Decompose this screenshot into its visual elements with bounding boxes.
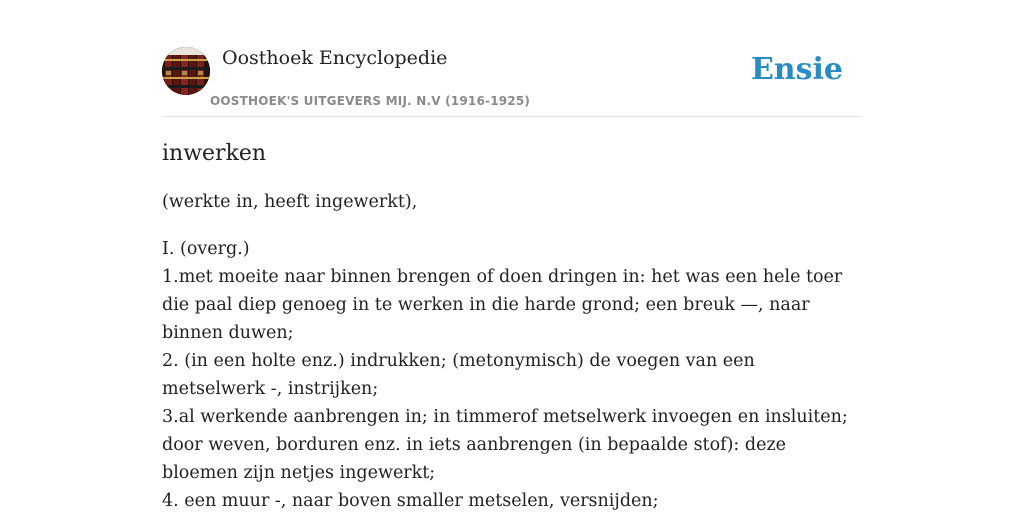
entry-forms: (werkte in, heeft ingewerkt), — [162, 192, 418, 212]
encyclopedia-avatar[interactable] — [162, 47, 210, 95]
site-name[interactable]: Oosthoek Encyclopedie — [222, 47, 448, 69]
entry-content — [162, 138, 862, 512]
sense-item: 2. (in een holte enz.) indrukken; (metonymisch) de voegen van een metselwerk -, instrijken; — [162, 351, 755, 399]
entry-definition — [162, 235, 862, 512]
entry-headword: inwerken — [162, 141, 267, 166]
publisher-label: OOSTHOEK'S UITGEVERS MIJ. N.V (1916-1925) — [210, 94, 531, 108]
ensie-logo-link[interactable]: Ensie — [750, 52, 843, 87]
sense-item: 4. een muur -, naar boven smaller metselen, versnijden; — [162, 491, 659, 511]
sense-item: 1.met moeite naar binnen brengen of doen dringen in: het was een hele toer die paal diep genoeg in te werken in die harde grond; een breuk —, naar binnen duwen; — [162, 267, 843, 343]
book-spines-icon — [162, 47, 210, 95]
sense-group-label: I. (overg.) — [162, 239, 250, 259]
site-header — [162, 46, 862, 117]
sense-item: 3.al werkende aanbrengen in; in timmerof metselwerk invoegen en insluiten; door weven, borduren enz. in iets aanbrengen (in bepaalde stof): deze bloemen zijn netjes ingewerkt; — [162, 407, 848, 483]
